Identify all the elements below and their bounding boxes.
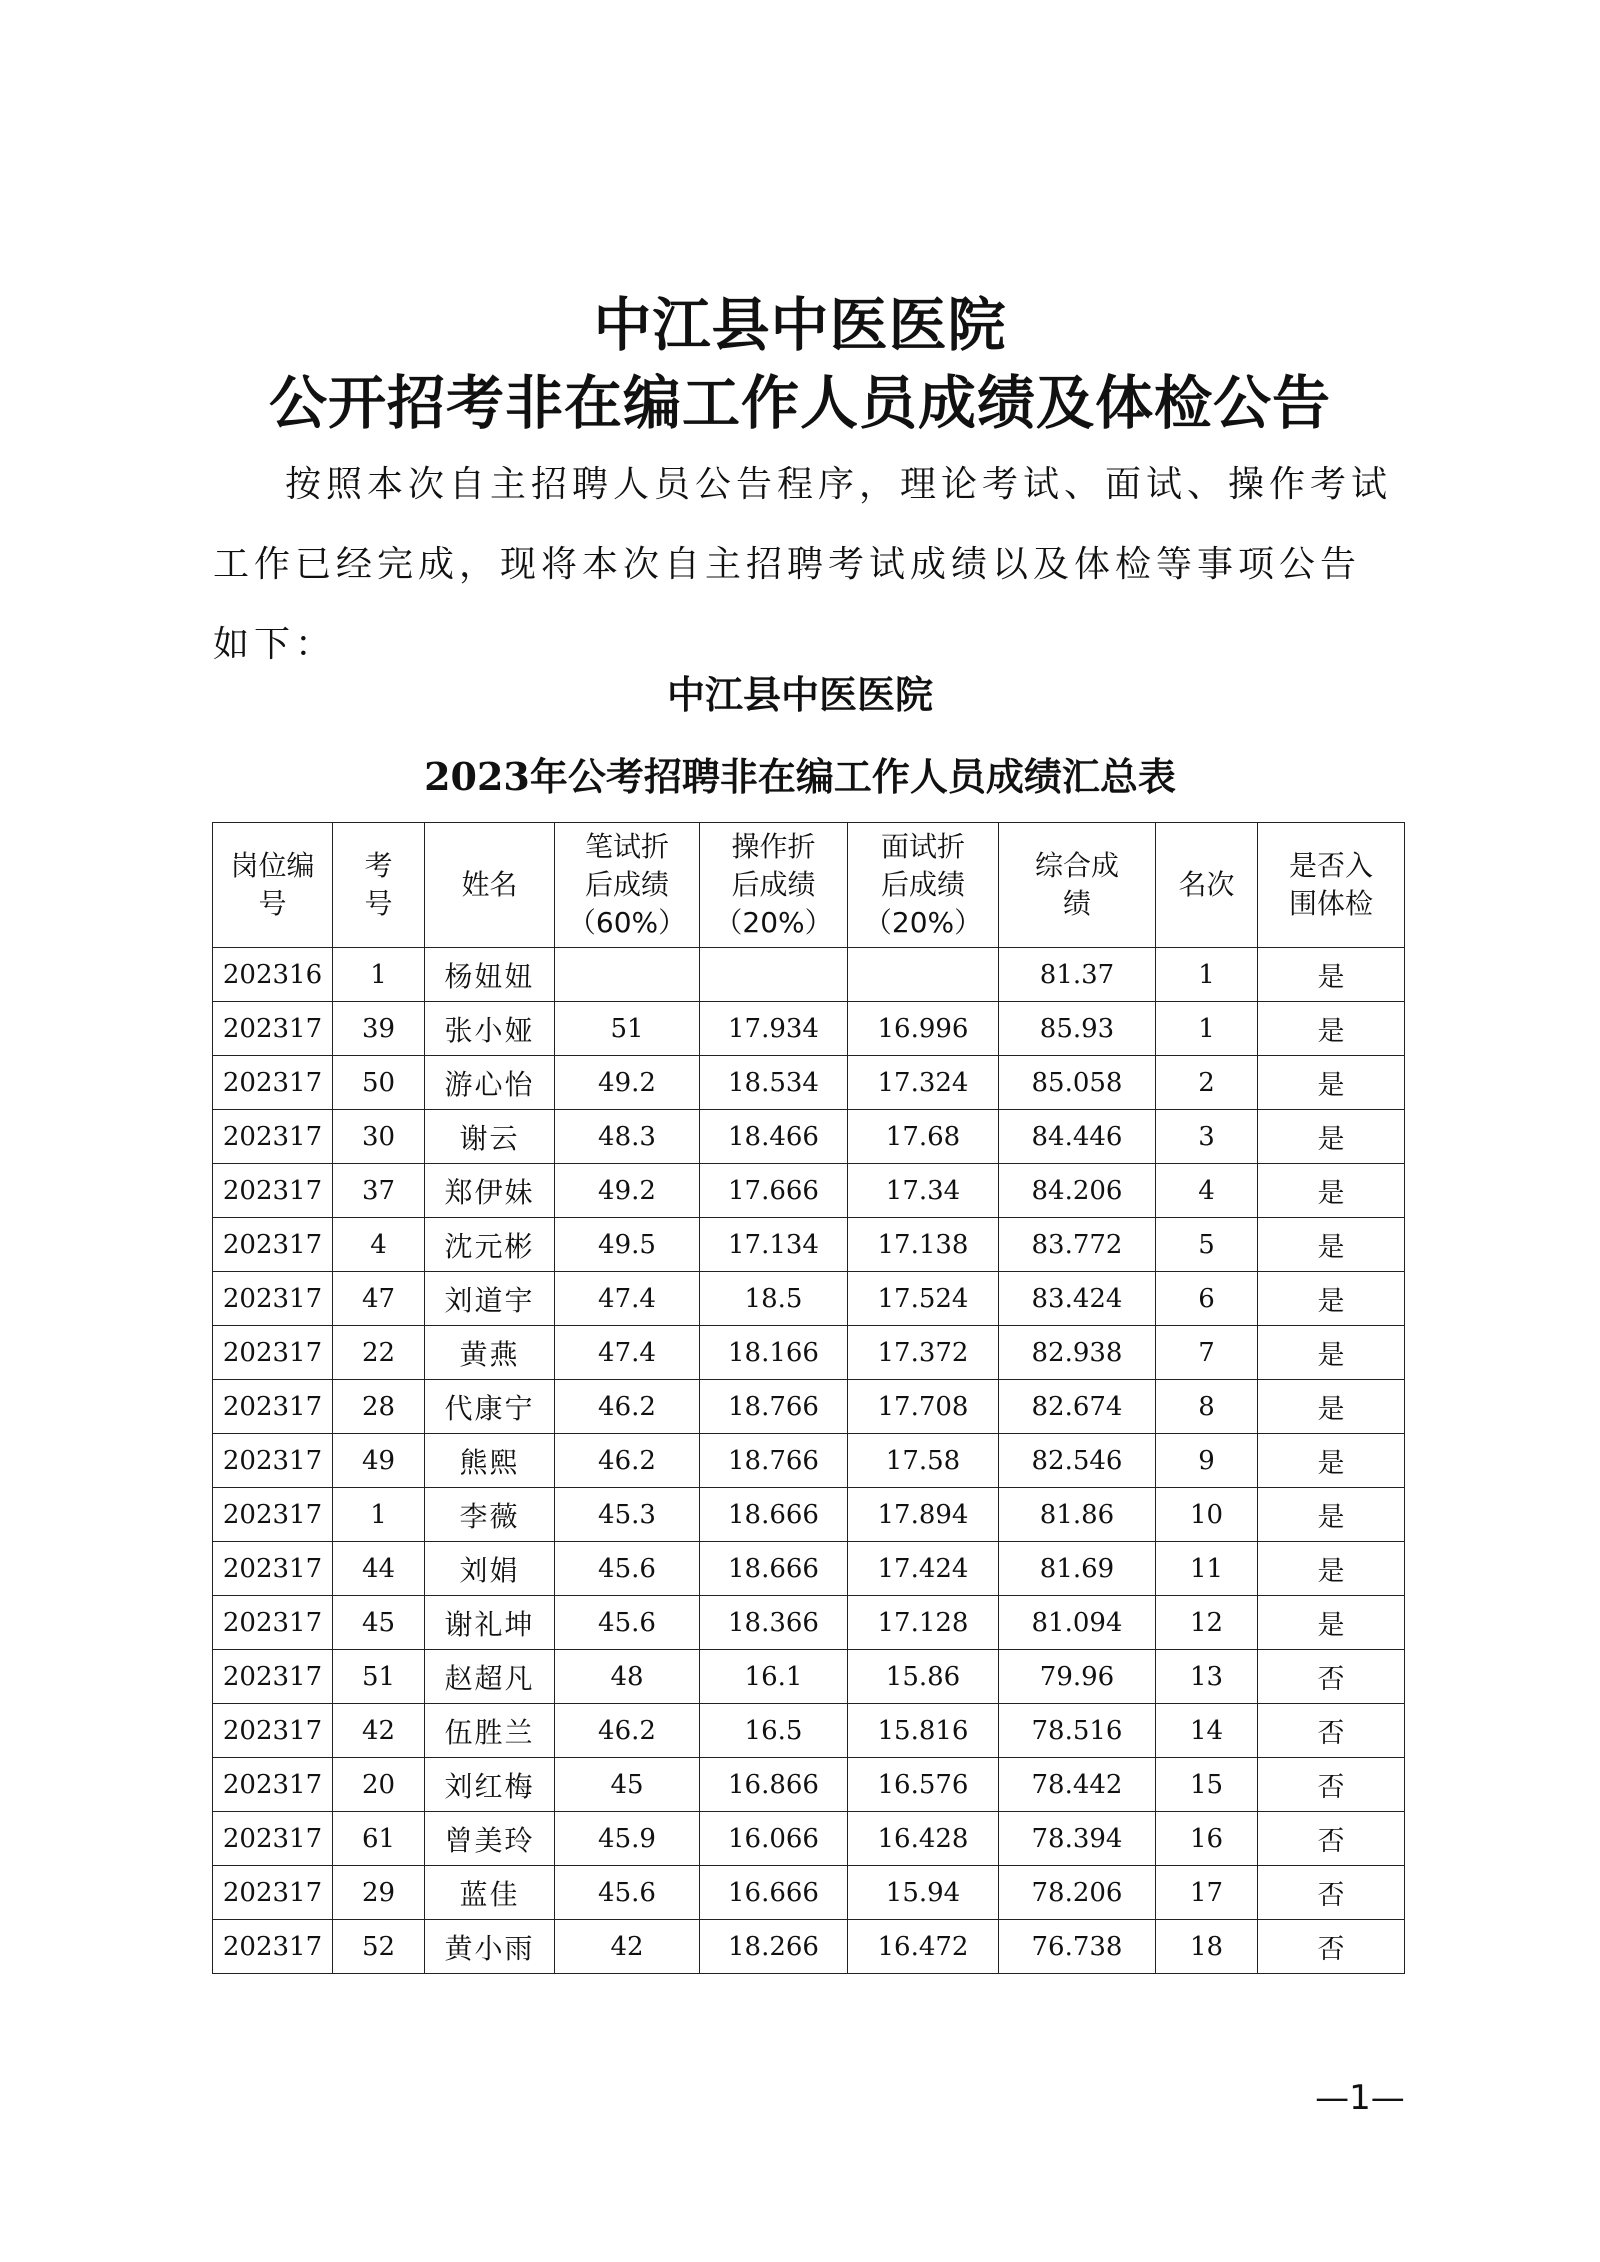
cell-name: 杨妞妞 xyxy=(425,948,555,1002)
header-total-score xyxy=(999,823,1156,948)
cell-name: 郑伊妹 xyxy=(425,1164,555,1218)
cell-post-code: 202317 xyxy=(213,1110,333,1164)
cell-total-score: 78.394 xyxy=(999,1812,1156,1866)
header-interview-score xyxy=(848,823,999,948)
cell-name: 谢礼坤 xyxy=(425,1596,555,1650)
cell-interview-score: 17.524 xyxy=(848,1272,999,1326)
header-physical-exam xyxy=(1258,823,1405,948)
cell-written-score: 45.6 xyxy=(555,1866,700,1920)
cell-practical-score: 16.5 xyxy=(700,1704,848,1758)
cell-physical-exam: 是 xyxy=(1258,1056,1405,1110)
cell-exam-number: 1 xyxy=(333,948,425,1002)
cell-written-score: 46.2 xyxy=(555,1704,700,1758)
cell-exam-number: 20 xyxy=(333,1758,425,1812)
cell-interview-score: 17.708 xyxy=(848,1380,999,1434)
cell-name: 刘红梅 xyxy=(425,1758,555,1812)
cell-rank: 18 xyxy=(1156,1920,1258,1974)
cell-exam-number: 44 xyxy=(333,1542,425,1596)
cell-interview-score: 17.324 xyxy=(848,1056,999,1110)
cell-total-score: 79.96 xyxy=(999,1650,1156,1704)
cell-physical-exam: 是 xyxy=(1258,948,1405,1002)
cell-rank: 4 xyxy=(1156,1164,1258,1218)
cell-name: 赵超凡 xyxy=(425,1650,555,1704)
cell-name: 李薇 xyxy=(425,1488,555,1542)
cell-name: 熊熙 xyxy=(425,1434,555,1488)
cell-interview-score: 15.86 xyxy=(848,1650,999,1704)
header-text: （20%） xyxy=(863,906,983,939)
cell-physical-exam: 是 xyxy=(1258,1434,1405,1488)
document-title-line1: 中江县中医医院 xyxy=(593,291,1007,359)
header-text: 岗位编 xyxy=(230,849,315,882)
cell-physical-exam: 是 xyxy=(1258,1380,1405,1434)
cell-written-score: 49.5 xyxy=(555,1218,700,1272)
table-row xyxy=(213,1542,1405,1596)
cell-interview-score: 15.94 xyxy=(848,1866,999,1920)
cell-name: 曾美玲 xyxy=(425,1812,555,1866)
cell-post-code: 202317 xyxy=(213,1866,333,1920)
table-row xyxy=(213,1110,1405,1164)
cell-practical-score: 18.466 xyxy=(700,1110,848,1164)
cell-post-code: 202316 xyxy=(213,948,333,1002)
cell-total-score: 85.058 xyxy=(999,1056,1156,1110)
cell-exam-number: 47 xyxy=(333,1272,425,1326)
cell-total-score: 83.772 xyxy=(999,1218,1156,1272)
cell-exam-number: 29 xyxy=(333,1866,425,1920)
cell-rank: 2 xyxy=(1156,1056,1258,1110)
cell-interview-score: 17.58 xyxy=(848,1434,999,1488)
header-text: 名次 xyxy=(1178,868,1235,901)
score-summary-table xyxy=(212,822,1405,1974)
header-text: （60%） xyxy=(567,906,687,939)
table-row xyxy=(213,1380,1405,1434)
header-text: 面试折 xyxy=(880,830,965,863)
table-row xyxy=(213,1056,1405,1110)
cell-exam-number: 49 xyxy=(333,1434,425,1488)
cell-practical-score: 16.666 xyxy=(700,1866,848,1920)
cell-written-score: 45.3 xyxy=(555,1488,700,1542)
table-row xyxy=(213,1704,1405,1758)
header-text: 是否入 xyxy=(1288,849,1373,882)
cell-post-code: 202317 xyxy=(213,1704,333,1758)
cell-total-score: 81.86 xyxy=(999,1488,1156,1542)
cell-exam-number: 45 xyxy=(333,1596,425,1650)
cell-physical-exam: 否 xyxy=(1258,1812,1405,1866)
cell-rank: 8 xyxy=(1156,1380,1258,1434)
cell-exam-number: 52 xyxy=(333,1920,425,1974)
cell-total-score: 84.446 xyxy=(999,1110,1156,1164)
cell-written-score: 45.9 xyxy=(555,1812,700,1866)
table-row xyxy=(213,1650,1405,1704)
cell-interview-score xyxy=(848,948,999,1002)
cell-rank: 16 xyxy=(1156,1812,1258,1866)
header-text: （20%） xyxy=(714,906,833,939)
cell-practical-score: 18.266 xyxy=(700,1920,848,1974)
cell-physical-exam: 是 xyxy=(1258,1596,1405,1650)
header-text: 后成绩 xyxy=(731,868,816,901)
cell-exam-number: 22 xyxy=(333,1326,425,1380)
table-row xyxy=(213,1272,1405,1326)
cell-total-score: 81.69 xyxy=(999,1542,1156,1596)
cell-interview-score: 17.424 xyxy=(848,1542,999,1596)
cell-post-code: 202317 xyxy=(213,1218,333,1272)
cell-physical-exam: 是 xyxy=(1258,1488,1405,1542)
cell-written-score: 48 xyxy=(555,1650,700,1704)
cell-rank: 1 xyxy=(1156,1002,1258,1056)
cell-total-score: 83.424 xyxy=(999,1272,1156,1326)
cell-post-code: 202317 xyxy=(213,1002,333,1056)
header-practical-score xyxy=(700,823,848,948)
cell-total-score: 78.206 xyxy=(999,1866,1156,1920)
cell-rank: 13 xyxy=(1156,1650,1258,1704)
cell-rank: 10 xyxy=(1156,1488,1258,1542)
table-title-line1: 中江县中医医院 xyxy=(666,672,933,717)
cell-practical-score: 17.666 xyxy=(700,1164,848,1218)
cell-physical-exam: 是 xyxy=(1258,1542,1405,1596)
cell-post-code: 202317 xyxy=(213,1434,333,1488)
cell-written-score xyxy=(555,948,700,1002)
cell-name: 伍胜兰 xyxy=(425,1704,555,1758)
cell-name: 游心怡 xyxy=(425,1056,555,1110)
cell-practical-score: 16.866 xyxy=(700,1758,848,1812)
header-text: 姓名 xyxy=(461,868,518,901)
cell-written-score: 42 xyxy=(555,1920,700,1974)
header-text: 号 xyxy=(258,887,287,920)
header-text: 综合成 xyxy=(1034,849,1119,882)
cell-written-score: 46.2 xyxy=(555,1380,700,1434)
cell-practical-score: 16.1 xyxy=(700,1650,848,1704)
table-row xyxy=(213,1596,1405,1650)
header-rank xyxy=(1156,823,1258,948)
cell-interview-score: 16.428 xyxy=(848,1812,999,1866)
table-row xyxy=(213,1002,1405,1056)
cell-rank: 3 xyxy=(1156,1110,1258,1164)
cell-total-score: 78.516 xyxy=(999,1704,1156,1758)
cell-practical-score: 18.366 xyxy=(700,1596,848,1650)
header-text: 后成绩 xyxy=(880,868,965,901)
cell-practical-score: 17.934 xyxy=(700,1002,848,1056)
cell-name: 黄燕 xyxy=(425,1326,555,1380)
cell-written-score: 49.2 xyxy=(555,1164,700,1218)
cell-interview-score: 17.894 xyxy=(848,1488,999,1542)
cell-name: 刘娟 xyxy=(425,1542,555,1596)
cell-rank: 7 xyxy=(1156,1326,1258,1380)
cell-rank: 11 xyxy=(1156,1542,1258,1596)
table-header-row xyxy=(213,823,1405,948)
cell-rank: 17 xyxy=(1156,1866,1258,1920)
cell-post-code: 202317 xyxy=(213,1056,333,1110)
header-text: 考 xyxy=(364,849,393,882)
cell-exam-number: 42 xyxy=(333,1704,425,1758)
cell-physical-exam: 否 xyxy=(1258,1758,1405,1812)
cell-post-code: 202317 xyxy=(213,1812,333,1866)
cell-interview-score: 17.68 xyxy=(848,1110,999,1164)
cell-rank: 15 xyxy=(1156,1758,1258,1812)
cell-practical-score: 18.166 xyxy=(700,1326,848,1380)
cell-exam-number: 50 xyxy=(333,1056,425,1110)
cell-written-score: 49.2 xyxy=(555,1056,700,1110)
table-row xyxy=(213,1218,1405,1272)
cell-post-code: 202317 xyxy=(213,1326,333,1380)
cell-practical-score: 18.666 xyxy=(700,1488,848,1542)
cell-interview-score: 17.138 xyxy=(848,1218,999,1272)
cell-rank: 12 xyxy=(1156,1596,1258,1650)
cell-physical-exam: 否 xyxy=(1258,1650,1405,1704)
header-text: 操作折 xyxy=(731,830,816,863)
cell-physical-exam: 是 xyxy=(1258,1272,1405,1326)
cell-exam-number: 37 xyxy=(333,1164,425,1218)
cell-physical-exam: 是 xyxy=(1258,1110,1405,1164)
cell-written-score: 46.2 xyxy=(555,1434,700,1488)
cell-post-code: 202317 xyxy=(213,1596,333,1650)
cell-practical-score: 17.134 xyxy=(700,1218,848,1272)
cell-written-score: 45 xyxy=(555,1758,700,1812)
table-row xyxy=(213,1758,1405,1812)
header-exam-number xyxy=(333,823,425,948)
cell-exam-number: 28 xyxy=(333,1380,425,1434)
cell-name: 沈元彬 xyxy=(425,1218,555,1272)
cell-exam-number: 30 xyxy=(333,1110,425,1164)
cell-name: 代康宁 xyxy=(425,1380,555,1434)
cell-practical-score: 18.766 xyxy=(700,1434,848,1488)
table-row xyxy=(213,1866,1405,1920)
cell-written-score: 47.4 xyxy=(555,1326,700,1380)
table-body xyxy=(213,948,1405,1974)
cell-interview-score: 16.996 xyxy=(848,1002,999,1056)
cell-post-code: 202317 xyxy=(213,1542,333,1596)
cell-rank: 9 xyxy=(1156,1434,1258,1488)
cell-interview-score: 16.576 xyxy=(848,1758,999,1812)
table-row xyxy=(213,1812,1405,1866)
cell-total-score: 85.93 xyxy=(999,1002,1156,1056)
header-text: 笔试折 xyxy=(584,830,669,863)
cell-interview-score: 15.816 xyxy=(848,1704,999,1758)
cell-practical-score xyxy=(700,948,848,1002)
cell-post-code: 202317 xyxy=(213,1920,333,1974)
cell-rank: 1 xyxy=(1156,948,1258,1002)
table-row xyxy=(213,1920,1405,1974)
header-post-code xyxy=(213,823,333,948)
cell-name: 谢云 xyxy=(425,1110,555,1164)
cell-written-score: 51 xyxy=(555,1002,700,1056)
cell-name: 蓝佳 xyxy=(425,1866,555,1920)
cell-total-score: 76.738 xyxy=(999,1920,1156,1974)
cell-rank: 5 xyxy=(1156,1218,1258,1272)
cell-written-score: 45.6 xyxy=(555,1542,700,1596)
cell-post-code: 202317 xyxy=(213,1164,333,1218)
cell-total-score: 82.938 xyxy=(999,1326,1156,1380)
cell-physical-exam: 是 xyxy=(1258,1326,1405,1380)
cell-written-score: 48.3 xyxy=(555,1110,700,1164)
cell-exam-number: 4 xyxy=(333,1218,425,1272)
header-text: 绩 xyxy=(1062,887,1091,920)
cell-exam-number: 51 xyxy=(333,1650,425,1704)
cell-interview-score: 16.472 xyxy=(848,1920,999,1974)
cell-post-code: 202317 xyxy=(213,1488,333,1542)
cell-rank: 6 xyxy=(1156,1272,1258,1326)
cell-exam-number: 1 xyxy=(333,1488,425,1542)
cell-total-score: 81.37 xyxy=(999,948,1156,1002)
intro-paragraph: 按照本次自主招聘人员公告程序，理论考试、面试、操作考试工作已经完成，现将本次自主招聘考试成绩以及体检等事项公告如下： xyxy=(213,464,1393,665)
cell-physical-exam: 否 xyxy=(1258,1866,1405,1920)
cell-practical-score: 16.066 xyxy=(700,1812,848,1866)
cell-name: 刘道宇 xyxy=(425,1272,555,1326)
cell-total-score: 84.206 xyxy=(999,1164,1156,1218)
cell-total-score: 82.546 xyxy=(999,1434,1156,1488)
cell-interview-score: 17.128 xyxy=(848,1596,999,1650)
table-row xyxy=(213,1326,1405,1380)
cell-written-score: 47.4 xyxy=(555,1272,700,1326)
cell-exam-number: 61 xyxy=(333,1812,425,1866)
header-text: 后成绩 xyxy=(584,868,669,901)
cell-name: 黄小雨 xyxy=(425,1920,555,1974)
table-row xyxy=(213,1164,1405,1218)
cell-post-code: 202317 xyxy=(213,1380,333,1434)
header-name xyxy=(425,823,555,948)
cell-total-score: 81.094 xyxy=(999,1596,1156,1650)
cell-practical-score: 18.534 xyxy=(700,1056,848,1110)
cell-physical-exam: 否 xyxy=(1258,1920,1405,1974)
cell-interview-score: 17.34 xyxy=(848,1164,999,1218)
cell-interview-score: 17.372 xyxy=(848,1326,999,1380)
cell-name: 张小娅 xyxy=(425,1002,555,1056)
cell-post-code: 202317 xyxy=(213,1650,333,1704)
table-title-line2: 2023年公考招聘非在编工作人员成绩汇总表 xyxy=(424,754,1176,799)
cell-total-score: 82.674 xyxy=(999,1380,1156,1434)
cell-post-code: 202317 xyxy=(213,1272,333,1326)
cell-total-score: 78.442 xyxy=(999,1758,1156,1812)
table-row xyxy=(213,948,1405,1002)
cell-practical-score: 18.5 xyxy=(700,1272,848,1326)
cell-physical-exam: 是 xyxy=(1258,1218,1405,1272)
cell-practical-score: 18.666 xyxy=(700,1542,848,1596)
table-row xyxy=(213,1488,1405,1542)
cell-practical-score: 18.766 xyxy=(700,1380,848,1434)
cell-rank: 14 xyxy=(1156,1704,1258,1758)
cell-physical-exam: 是 xyxy=(1258,1164,1405,1218)
header-written-score xyxy=(555,823,700,948)
table-row xyxy=(213,1434,1405,1488)
cell-written-score: 45.6 xyxy=(555,1596,700,1650)
page-number: —1— xyxy=(1315,2078,1405,2118)
header-text: 号 xyxy=(364,887,393,920)
cell-physical-exam: 否 xyxy=(1258,1704,1405,1758)
cell-physical-exam: 是 xyxy=(1258,1002,1405,1056)
cell-exam-number: 39 xyxy=(333,1002,425,1056)
header-text: 围体检 xyxy=(1288,887,1373,920)
document-title-line2: 公开招考非在编工作人员成绩及体检公告 xyxy=(268,369,1331,437)
cell-post-code: 202317 xyxy=(213,1758,333,1812)
